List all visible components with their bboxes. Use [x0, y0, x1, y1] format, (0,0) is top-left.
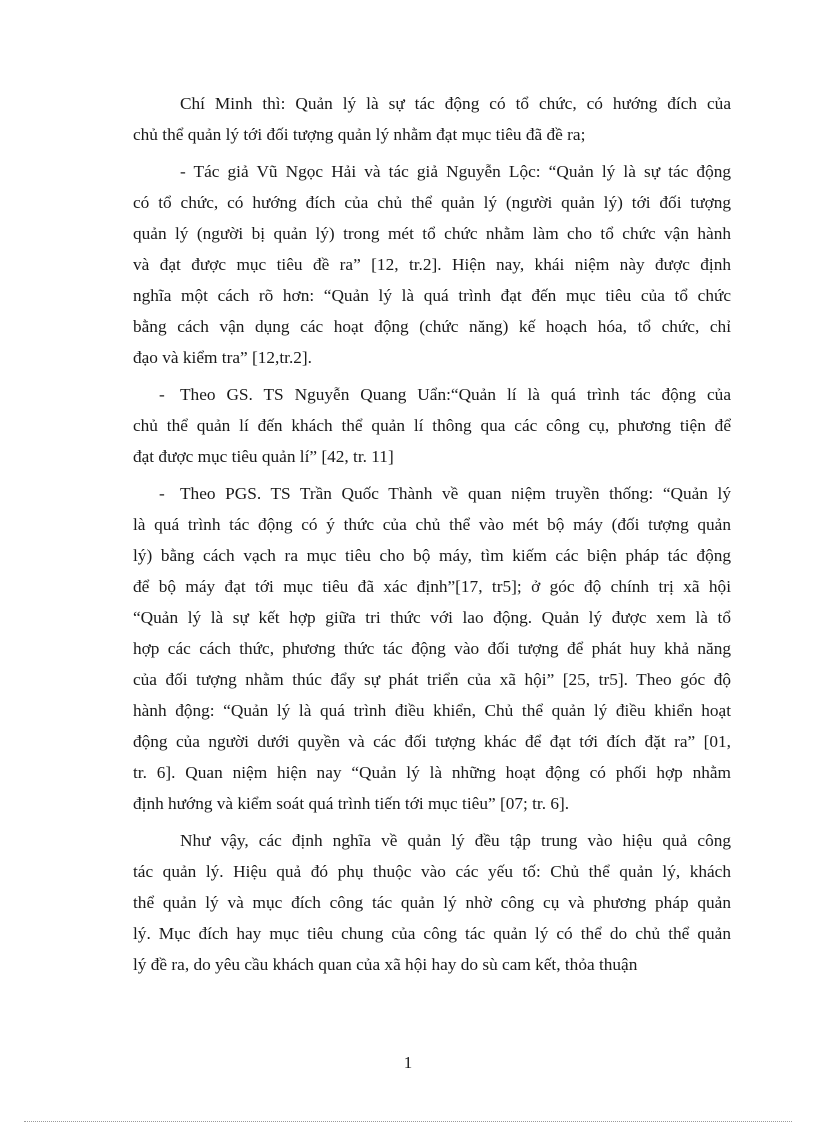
line-text: của đối tượng nhằm thúc đẩy sự phát triển của xã hội” [25, tr5]. Theo góc độ [133, 670, 731, 689]
line-text: nghĩa một cách rõ hơn: “Quản lý là quá trình đạt đến mục tiêu của tổ chức [133, 286, 731, 305]
line-text: và đạt được mục tiêu đề ra” [12, tr.2]. Hiện nay, khái niệm này được định [133, 255, 731, 274]
text-line [133, 664, 731, 695]
text-line [133, 788, 731, 819]
line-text: bằng cách vận dụng các hoạt động (chức năng) kế hoạch hóa, tổ chức, chỉ [133, 317, 731, 336]
list-dash-marker: - [159, 385, 165, 404]
paragraph [133, 88, 731, 150]
text-line [133, 88, 731, 119]
text-line [133, 509, 731, 540]
text-line [133, 249, 731, 280]
line-text: lý) bằng cách vạch ra mục tiêu cho bộ máy, tìm kiếm các biện pháp tác động [133, 546, 731, 565]
line-text: quản lý (người bị quản lý) trong mét tổ chức nhằm làm cho tổ chức vận hành [133, 224, 731, 243]
paragraph [133, 478, 731, 819]
page-bottom-divider [24, 1121, 792, 1122]
text-line [133, 187, 731, 218]
paragraph [133, 825, 731, 980]
line-text: động của người dưới quyền và các đối tượng khác để đạt tới đích đặt ra” [01, [133, 732, 731, 751]
line-text: “Quản lý là sự kết hợp giữa tri thức với lao động. Quản lý được xem là tổ [133, 608, 731, 627]
line-text: tr. 6]. Quan niệm hiện nay “Quản lý là những hoạt động có phối hợp nhằm [133, 763, 731, 782]
text-line [133, 918, 731, 949]
text-line [133, 478, 731, 509]
line-text: lý đề ra, do yêu cầu khách quan của xã hội hay do sù cam kết, thỏa thuận [133, 955, 638, 974]
paragraph [133, 379, 731, 472]
text-line [133, 887, 731, 918]
page-number: 1 [403, 1053, 413, 1072]
paragraph [133, 156, 731, 373]
line-text: hợp các cách thức, phương thức tác động vào đối tượng để phát huy khả năng [133, 639, 731, 658]
text-line [133, 571, 731, 602]
line-text: chủ thể quản lí đến khách thể quản lí thông qua các công cụ, phương tiện để [133, 416, 731, 435]
text-line [133, 410, 731, 441]
text-line [133, 342, 731, 373]
text-line [133, 825, 731, 856]
text-line [133, 602, 731, 633]
text-line [133, 726, 731, 757]
line-text: lý. Mục đích hay mục tiêu chung của công tác quản lý có thể do chủ thể quản [133, 924, 731, 943]
text-line [133, 156, 731, 187]
line-text: hành động: “Quản lý là quá trình điều khiển, Chủ thể quản lý điều khiển hoạt [133, 701, 731, 720]
line-text: đạt được mục tiêu quản lí” [42, tr. 11] [133, 447, 394, 466]
line-text: đạo và kiểm tra” [12,tr.2]. [133, 348, 312, 367]
text-line [133, 218, 731, 249]
line-text: để bộ máy đạt tới mục tiêu đã xác định”[17, tr5]; ở góc độ chính trị xã hội [133, 577, 731, 596]
list-dash-marker: - [159, 484, 165, 503]
text-line [133, 856, 731, 887]
document-page [133, 88, 731, 986]
text-line [133, 280, 731, 311]
text-line [133, 757, 731, 788]
text-line [133, 633, 731, 664]
text-line [133, 311, 731, 342]
line-text: tác quản lý. Hiệu quả đó phụ thuộc vào các yếu tố: Chủ thể quản lý, khách [133, 862, 731, 881]
text-line [133, 949, 731, 980]
text-line [133, 379, 731, 410]
line-text: là quá trình tác động có ý thức của chủ thể vào mét bộ máy (đối tượng quản [133, 515, 731, 534]
line-text: có tổ chức, có hướng đích của chủ thể quản lý (người quản lý) tới đối tượng [133, 193, 731, 212]
line-text: Chí Minh thì: Quản lý là sự tác động có tổ chức, có hướng đích của [180, 94, 731, 113]
text-line [133, 441, 731, 472]
line-text: Như vậy, các định nghĩa về quản lý đều tập trung vào hiệu quả công [180, 831, 731, 850]
line-text: Theo PGS. TS Trần Quốc Thành về quan niệm truyền thống: “Quản lý [180, 484, 731, 503]
line-text: định hướng và kiểm soát quá trình tiến tới mục tiêu” [07; tr. 6]. [133, 794, 570, 813]
text-line [133, 119, 731, 150]
line-text: Theo GS. TS Nguyễn Quang Uẩn:“Quản lí là quá trình tác động của [180, 385, 731, 404]
line-text: chủ thể quản lý tới đối tượng quản lý nhằm đạt mục tiêu đã đề ra; [133, 125, 586, 144]
line-text: thể quản lý và mục đích công tác quản lý nhờ công cụ và phương pháp quản [133, 893, 731, 912]
text-line [133, 695, 731, 726]
line-text: - Tác giả Vũ Ngọc Hải và tác giả Nguyễn Lộc: “Quản lý là sự tác động [180, 162, 731, 181]
text-line [133, 540, 731, 571]
